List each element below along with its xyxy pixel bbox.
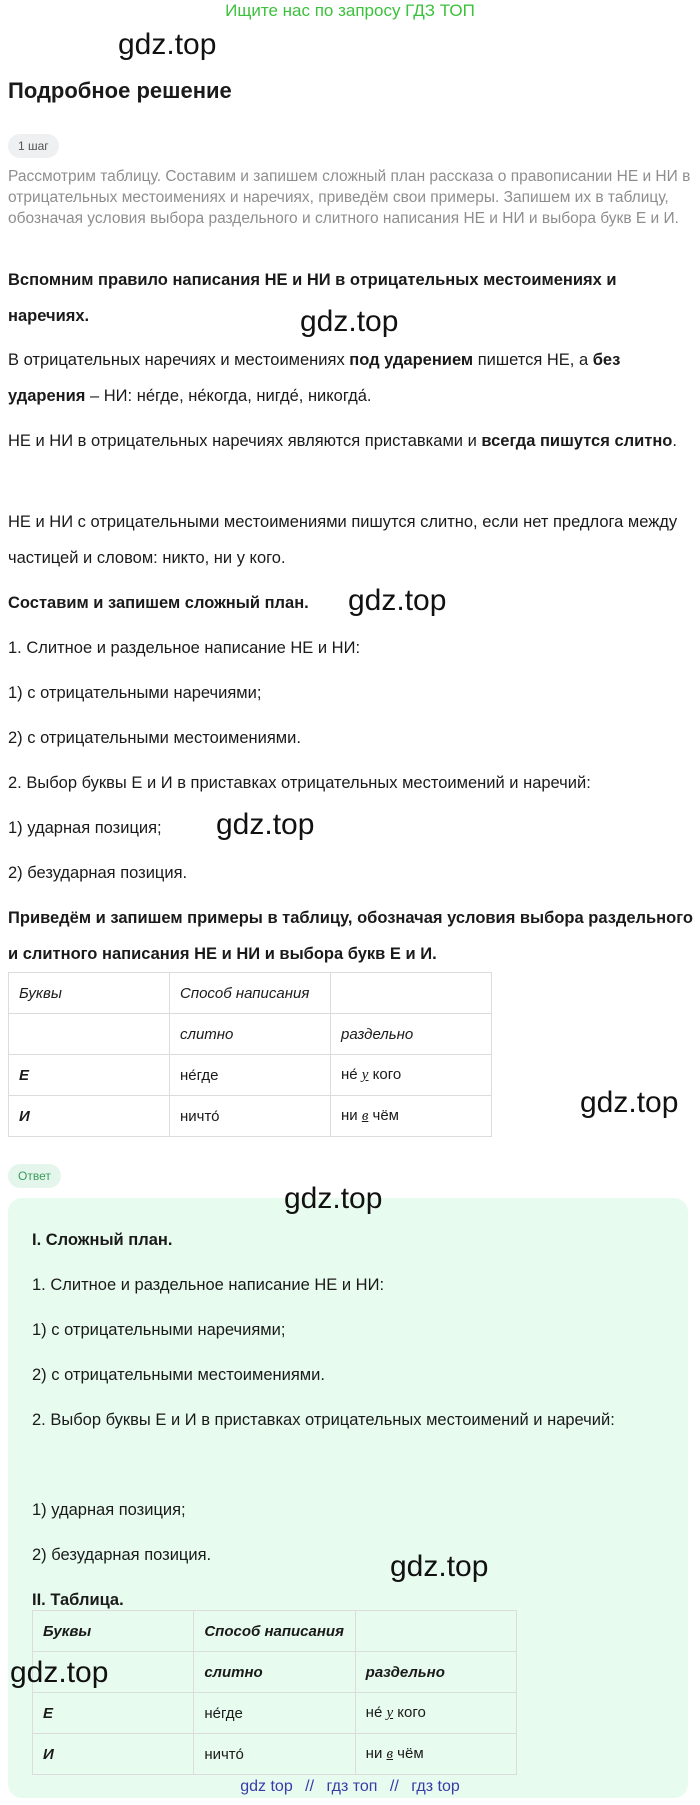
table-cell: ничто́ <box>170 1096 331 1137</box>
plan-item: 2. Выбор буквы Е и И в приставках отрицательных местоимений и наречий: <box>8 774 591 792</box>
table-cell: И <box>33 1734 194 1775</box>
answer-plan-heading: I. Сложный план. <box>32 1231 173 1249</box>
answer-badge: Ответ <box>8 1164 61 1188</box>
table-cell: И <box>9 1096 170 1137</box>
watermark: gdz.top <box>10 1656 109 1689</box>
table-subheader-cell: слитно <box>170 1014 331 1055</box>
table-header-cell: Способ написания <box>194 1611 355 1652</box>
plan-item: 2) безударная позиция. <box>8 864 188 882</box>
rule-paragraph-2: НЕ и НИ в отрицательных наречиях являются приставками и всегда пишутся слитно. <box>8 432 677 450</box>
plan-heading: Составим и запишем сложный план. <box>8 594 309 612</box>
plan-item: 1) с отрицательными наречиями; <box>8 684 262 702</box>
answer-plan-item: 1. Слитное и раздельное написание НЕ и НИ: <box>32 1276 385 1294</box>
table-cell: ни в чём <box>331 1096 492 1137</box>
footer-link[interactable]: гдз top <box>411 1778 460 1795</box>
examples-table <box>8 972 492 1137</box>
table-heading: Приведём и запишем примеры в таблицу, обозначая условия выбора раздельного и слитного написания НЕ и НИ и выбора букв Е и И. <box>8 909 693 963</box>
rule-heading: Вспомним правило написания НЕ и НИ в отрицательных местоимениях и наречиях. <box>8 271 617 325</box>
table-cell: не́где <box>170 1055 331 1096</box>
table-row <box>33 1693 517 1734</box>
plan-item: 1) ударная позиция; <box>8 819 162 837</box>
table-subheader-cell: раздельно <box>331 1014 492 1055</box>
table-row <box>33 1734 517 1775</box>
answer-plan-item: 1) с отрицательными наречиями; <box>32 1321 286 1339</box>
table-cell: не́ у кого <box>331 1055 492 1096</box>
table-cell <box>331 973 492 1014</box>
table-cell: ни в чём <box>355 1734 516 1775</box>
watermark: gdz.top <box>390 1550 489 1583</box>
footer-separator: // <box>389 1778 399 1795</box>
table-header-cell: Буквы <box>33 1611 194 1652</box>
answer-table-heading: II. Таблица. <box>32 1591 124 1609</box>
answer-plan-item: 2) с отрицательными местоимениями. <box>32 1366 325 1384</box>
step-badge: 1 шаг <box>8 134 59 158</box>
answer-plan-item: 2. Выбор буквы Е и И в приставках отрицательных местоимений и наречий: <box>32 1411 615 1429</box>
table-cell: ничто́ <box>194 1734 355 1775</box>
footer-separator: // <box>305 1778 315 1795</box>
table-cell <box>355 1611 516 1652</box>
answer-plan-item: 1) ударная позиция; <box>32 1501 186 1519</box>
search-banner[interactable]: Ищите нас по запросу ГДЗ ТОП <box>225 1 475 20</box>
answer-plan-item: 2) безударная позиция. <box>32 1546 212 1564</box>
table-cell: не́где <box>194 1693 355 1734</box>
rule-paragraph-3: НЕ и НИ с отрицательными местоимениями пишутся слитно, если нет предлога между частицей и словом: никто, ни у кого. <box>8 513 678 567</box>
table-header-cell: Способ написания <box>170 973 331 1014</box>
table-cell <box>9 1014 170 1055</box>
table-header-cell: Буквы <box>9 973 170 1014</box>
table-subheader-cell: раздельно <box>355 1652 516 1693</box>
watermark: gdz.top <box>216 808 315 841</box>
plan-item: 1. Слитное и раздельное написание НЕ и НИ: <box>8 639 361 657</box>
table-cell: Е <box>33 1693 194 1734</box>
table-row <box>9 1055 492 1096</box>
intro-text: Рассмотрим таблицу. Составим и запишем сложный план рассказа о правописании НЕ и НИ в отрицательных местоимениях и наречиях, приведём свои примеры. Запишем их в таблицу, обозначая условия выбора раздельного и слитного написания НЕ и НИ и выбора букв Е и И. <box>8 168 691 227</box>
watermark: gdz.top <box>348 584 447 617</box>
footer-link[interactable]: gdz top <box>240 1778 293 1795</box>
table-cell: Е <box>9 1055 170 1096</box>
watermark: gdz.top <box>118 28 217 61</box>
page-title: Подробное решение <box>8 78 232 103</box>
rule-paragraph-1: В отрицательных наречиях и местоимениях под ударением пишется НЕ, а без ударения – НИ: не́где, не́когда, нигде́, никогда́. <box>8 351 621 405</box>
answer-table <box>32 1610 517 1775</box>
watermark: gdz.top <box>284 1182 383 1215</box>
watermark: gdz.top <box>580 1086 679 1119</box>
plan-item: 2) с отрицательными местоимениями. <box>8 729 301 747</box>
footer-links <box>0 1778 700 1796</box>
table-subheader-cell: слитно <box>194 1652 355 1693</box>
footer-link[interactable]: гдз топ <box>326 1778 378 1795</box>
table-cell: не́ у кого <box>355 1693 516 1734</box>
table-row <box>9 1096 492 1137</box>
watermark: gdz.top <box>300 305 399 338</box>
